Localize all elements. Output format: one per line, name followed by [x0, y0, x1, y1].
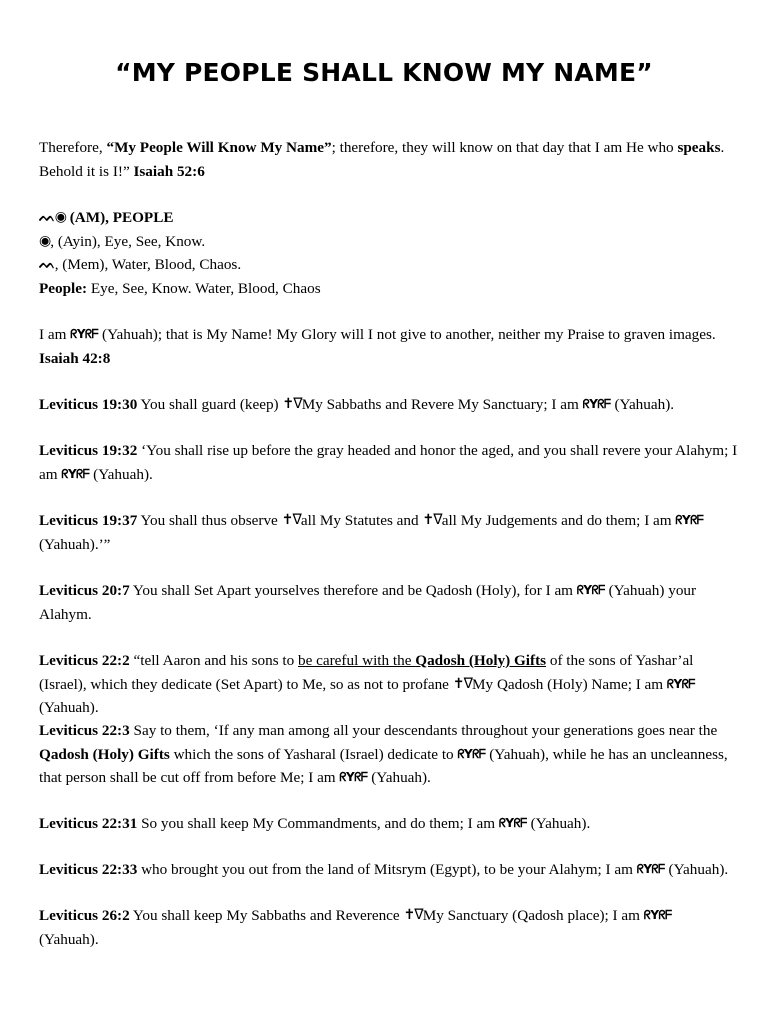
- lev1937-pre: You shall thus observe: [137, 512, 282, 529]
- lev1930-pre: You shall guard (keep): [137, 396, 283, 413]
- intro-line2: Behold it is I!”: [39, 162, 134, 180]
- lev262-ref: Leviticus 26:2: [39, 907, 130, 924]
- lev222-under1: be careful with the: [298, 652, 416, 669]
- am-heading-text: (AM), PEOPLE: [65, 209, 174, 226]
- yahuah-name-icon: ᖇYᖇᖴ: [457, 746, 486, 761]
- lev1937-mid1: all My Statutes and: [300, 512, 423, 529]
- yahuah-name-icon: ᖇYᖇᖴ: [666, 676, 695, 691]
- lev1937-mid2: all My Judgements and do them; I am: [441, 512, 676, 529]
- intro-pre: Therefore,: [39, 139, 107, 156]
- lev222-mid: of the sons of Yashar’al (Israel), which they dedicate (Set Apart) to Me, so as not to profane: [39, 652, 694, 693]
- yahuah-name-icon: ᖇYᖇᖴ: [70, 327, 99, 341]
- am-paleo-icon: ᨓ◉: [39, 209, 66, 225]
- lev1930-ref: Leviticus 19:30: [39, 396, 138, 413]
- am-heading-line: [39, 209, 173, 226]
- lev-19-32-paragraph: [39, 439, 739, 486]
- intro-ref: Isaiah 52:6: [133, 162, 205, 180]
- lev1937-post: (Yahuah).’”: [39, 535, 111, 553]
- lev222-pre: “tell Aaron and his sons to: [129, 652, 299, 669]
- lev207-ref: Leviticus 20:7: [39, 582, 130, 599]
- et-paleo-icon: ✝ᐁ: [282, 396, 302, 412]
- lev2231-pre: So you shall keep My Commandments, and do them; I am: [137, 815, 499, 832]
- et-paleo-icon: ✝ᐁ: [403, 907, 423, 923]
- ayin-text: , (Ayin), Eye, See, Know.: [50, 232, 206, 250]
- yahuah-name-icon: ᖇYᖇᖴ: [339, 770, 368, 784]
- lev2233-pre: who brought you out from the land of Mitsrym (Egypt), to be your Alahym; I am: [137, 861, 637, 878]
- lev222-underlined: [298, 652, 546, 669]
- lev222-post: (Yahuah).: [39, 699, 99, 716]
- lev223-bold: Qadosh (Holy) Gifts: [39, 745, 170, 763]
- lev223-pre: Say to them, ‘If any man among all your descendants throughout your generations goes near the: [129, 722, 718, 739]
- yahuah-name-icon: ᖇYᖇᖴ: [636, 862, 665, 876]
- mem-paleo-icon: ᨓ: [39, 256, 55, 272]
- lev262-mid: My Sanctuary (Qadosh place); I am: [422, 907, 644, 924]
- lev1930-post: (Yahuah).: [610, 396, 675, 413]
- lev222-under-bold: Qadosh (Holy) Gifts: [415, 652, 547, 669]
- lev-19-37-paragraph: [39, 509, 739, 556]
- lev2233-post: (Yahuah).: [664, 861, 729, 878]
- lev262-post: (Yahuah).: [39, 930, 99, 948]
- lev1930-mid: My Sabbaths and Revere My Sanctuary; I am: [301, 396, 583, 413]
- isaiah42-pre: I am: [39, 326, 71, 343]
- lev2231-post: (Yahuah).: [526, 815, 591, 832]
- lev1932-ref: Leviticus 19:32: [39, 442, 138, 459]
- lev-22-2-paragraph: [39, 649, 739, 720]
- am-definition-block: [39, 206, 739, 300]
- lev222-ref: Leviticus 22:2: [39, 652, 130, 669]
- isaiah42-ref: Isaiah 42:8: [39, 349, 111, 367]
- lev1937-ref: Leviticus 19:37: [39, 512, 138, 529]
- lev-22-3-paragraph: [39, 719, 739, 790]
- isaiah42-post: (Yahuah); that is My Name! My Glory will I not give to another, neither my Praise to graven images.: [98, 326, 716, 343]
- lev1932-pre: ‘You shall rise up before the gray headed and honor the aged, and you shall revere your Alahym; I am: [39, 442, 738, 483]
- isaiah-42-8-paragraph: [39, 323, 739, 370]
- lev223-mid2: (Yahuah), while he has an uncleanness, that person shall be cut off from before Me; I am: [39, 745, 728, 786]
- et-paleo-icon: ✝ᐁ: [452, 675, 473, 692]
- lev-22-31-paragraph: [39, 812, 739, 836]
- yahuah-name-icon: ᖇYᖇᖴ: [498, 816, 527, 830]
- yahuah-name-icon: ᖇYᖇᖴ: [582, 397, 611, 411]
- lev1932-post: (Yahuah).: [89, 465, 153, 483]
- lev223-post: (Yahuah).: [367, 769, 431, 786]
- yahuah-name-icon: ᖇYᖇᖴ: [675, 513, 704, 527]
- lev223-ref: Leviticus 22:3: [39, 722, 130, 739]
- people-text: Eye, See, Know. Water, Blood, Chaos: [87, 279, 321, 297]
- mem-text: , (Mem), Water, Blood, Chaos.: [54, 256, 242, 273]
- ayin-paleo-icon: ◉: [39, 232, 51, 249]
- lev262-pre: You shall keep My Sabbaths and Reverence: [129, 907, 404, 924]
- lev-19-30-paragraph: [39, 393, 739, 417]
- yahuah-name-icon: ᖇYᖇᖴ: [576, 583, 605, 597]
- page-title: “MY PEOPLE SHALL KNOW MY NAME”: [115, 58, 653, 87]
- lev223-mid: which the sons of Yasharal (Israel) dedicate to: [169, 745, 458, 763]
- lev-26-2-paragraph: [39, 904, 739, 951]
- et-paleo-icon: ✝ᐁ: [422, 512, 442, 528]
- intro-mid: ; therefore, they will know on that day that I am He who: [331, 139, 678, 156]
- intro-paragraph: [39, 136, 739, 183]
- et-paleo-icon: ✝ᐁ: [281, 512, 301, 528]
- intro-bold-quote: “My People Will Know My Name”: [106, 139, 332, 156]
- people-label: People:: [39, 279, 88, 297]
- yahuah-name-icon: ᖇYᖇᖴ: [643, 908, 672, 922]
- intro-post: .: [720, 139, 725, 156]
- intro-bold-speaks: speaks: [677, 139, 721, 156]
- lev2233-ref: Leviticus 22:33: [39, 861, 138, 878]
- lev-22-33-paragraph: [39, 858, 739, 882]
- lev-20-7-paragraph: [39, 579, 739, 626]
- lev2231-ref: Leviticus 22:31: [39, 815, 138, 832]
- yahuah-name-icon: ᖇYᖇᖴ: [61, 466, 90, 481]
- lev207-post: (Yahuah) your Alahym.: [39, 582, 697, 623]
- lev207-pre: You shall Set Apart yourselves therefore and be Qadosh (Holy), for I am: [129, 582, 577, 599]
- lev222-mid2: My Qadosh (Holy) Name; I am: [472, 675, 667, 693]
